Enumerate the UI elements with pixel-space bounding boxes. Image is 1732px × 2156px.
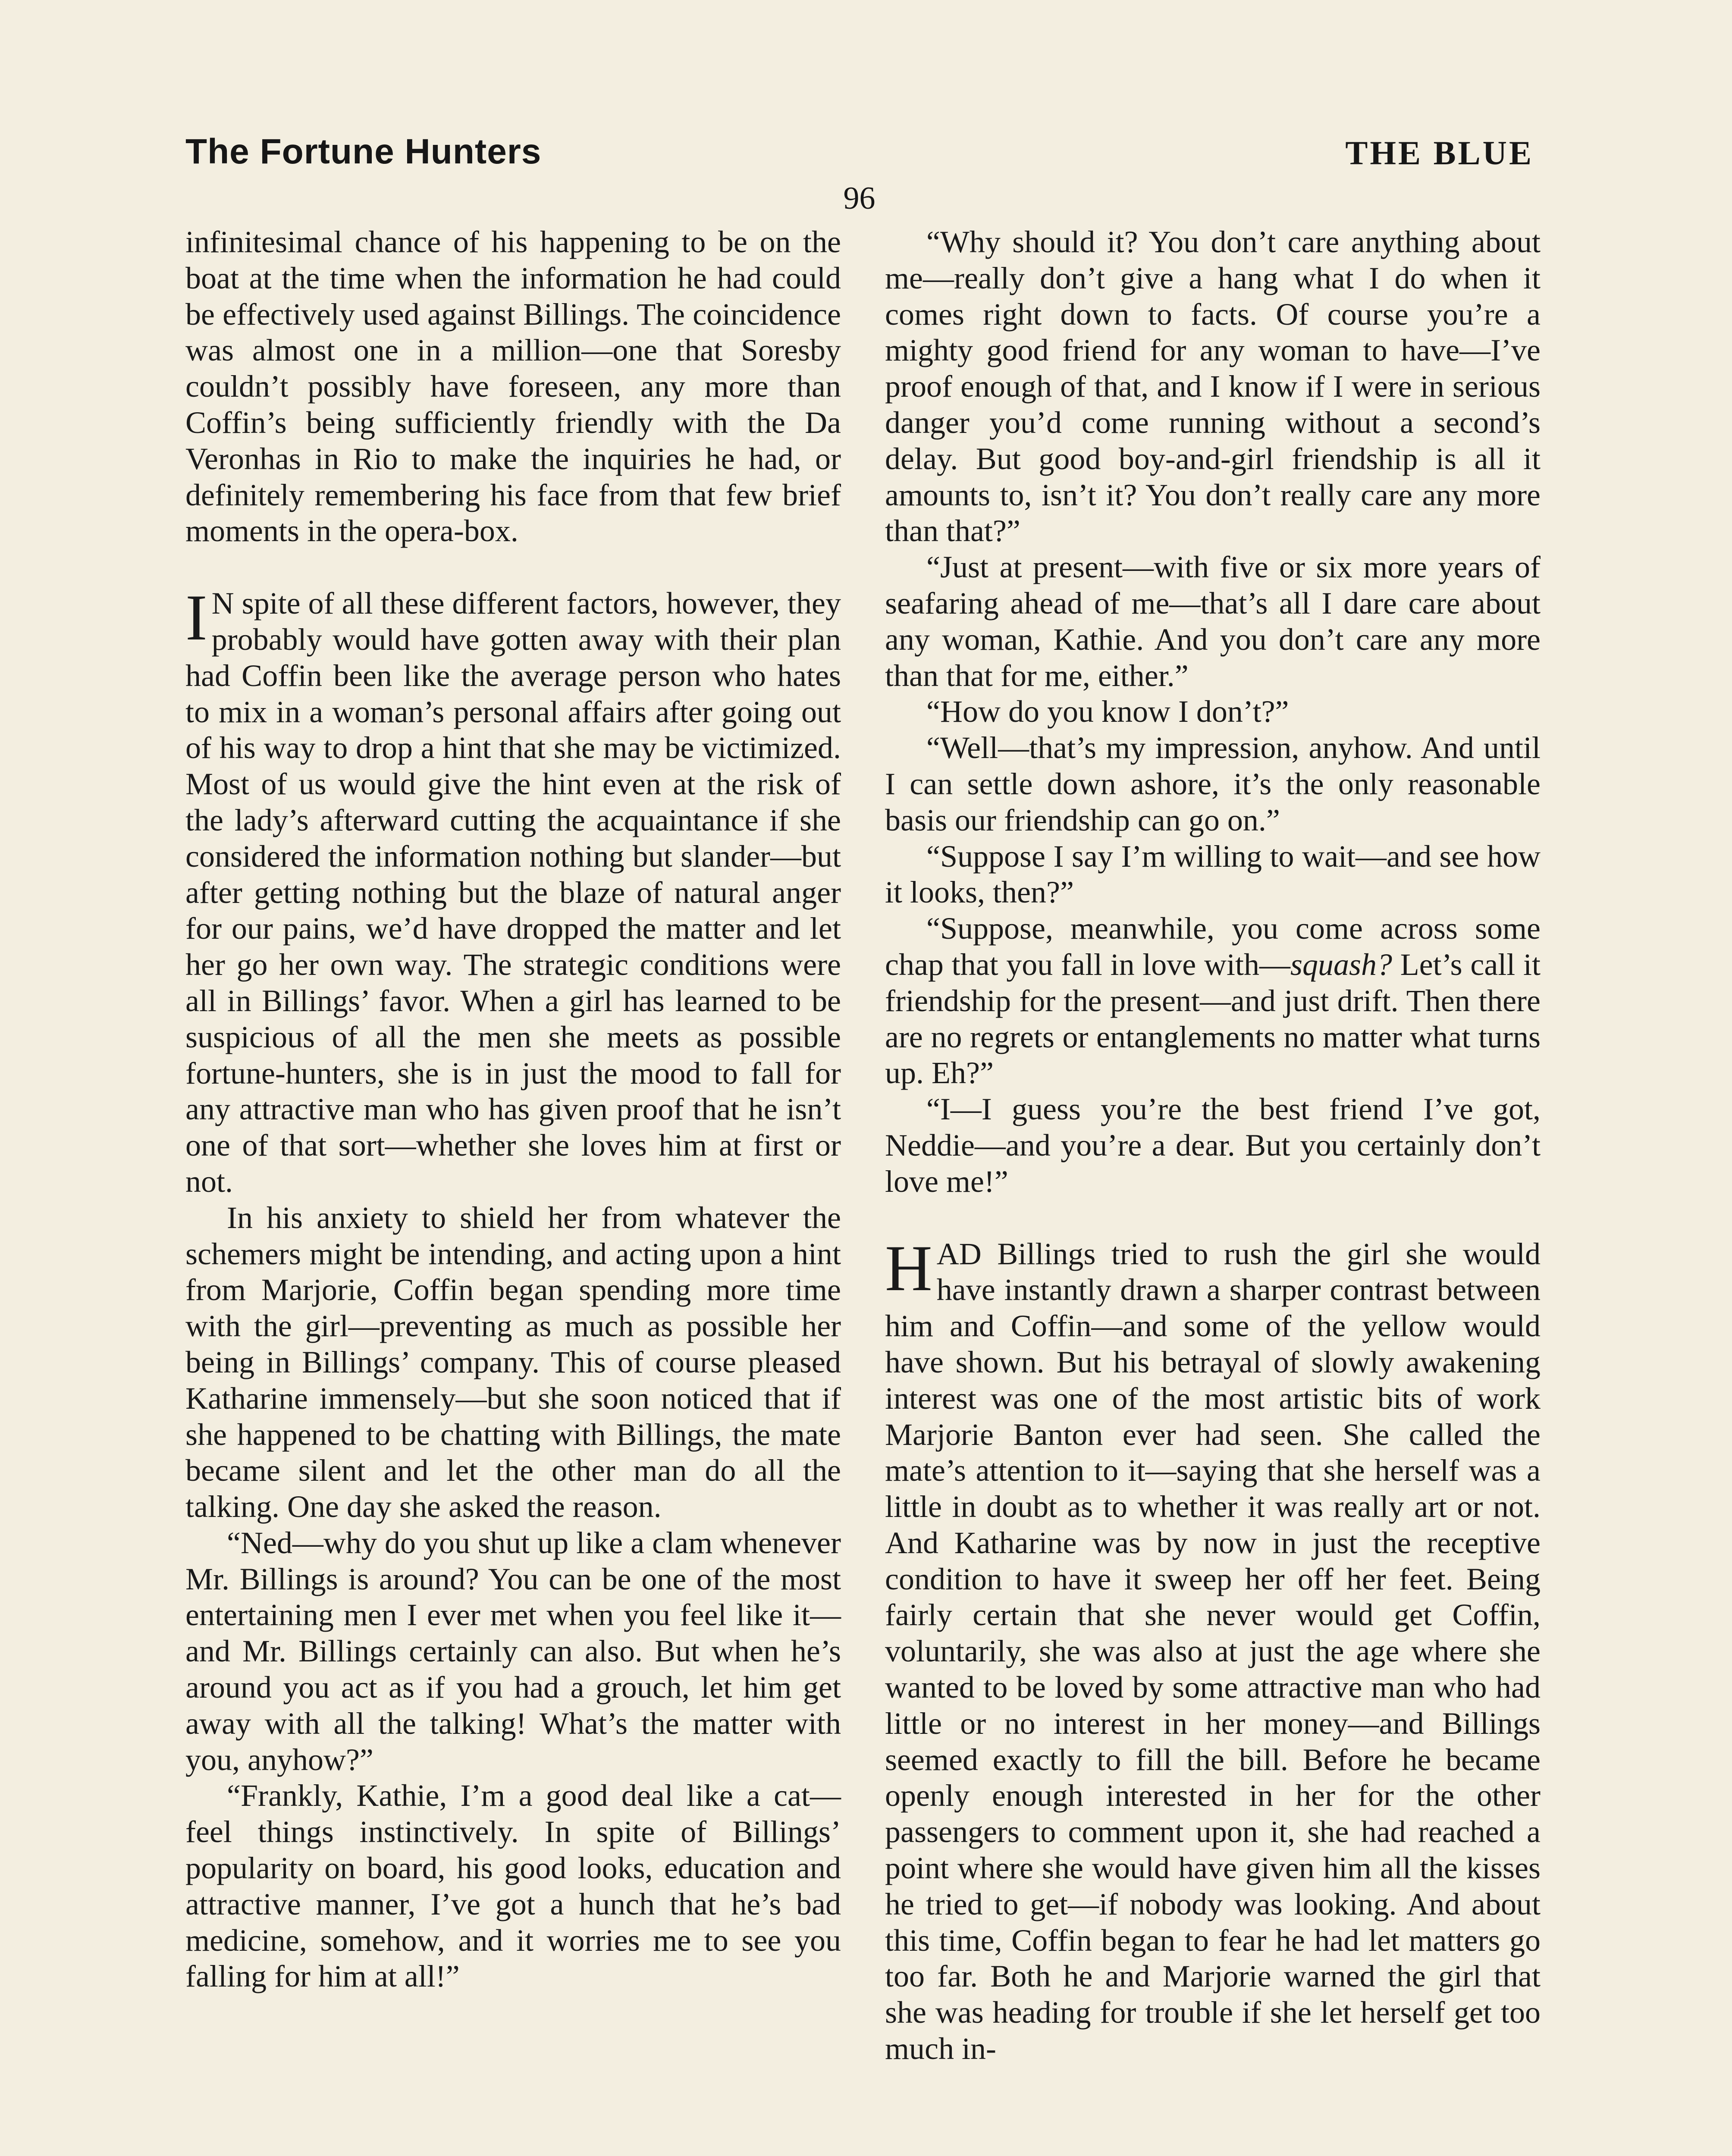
paragraph-text: spite of all these different factors, however, they probably would have gotten away with their plan had Coffin been like the average person who hates to mix in a woman’s personal affairs after going out of his way to drop a hint that she may be victimized. Most of us would give the hint even at the risk of the lady’s afterward cutting the acquaintance if she considered the information nothing but slander—but after getting nothing but the blaze of natural anger for our pains, we’d have dropped the matter and let her go her own way. The strategic conditions were all in Billings’ favor. When a girl has learned to be suspicious of all the men she meets as possible fortune-hunters, she is in just the mood to fall for any attractive man who has given proof that he isn’t one of that sort—whether she loves him at first or not. xyxy=(185,586,841,1199)
lead-letters: AD xyxy=(936,1236,982,1271)
lead-letters: N xyxy=(211,586,234,621)
page-number: 96 xyxy=(843,181,875,216)
paragraph: “Ned—why do you shut up like a clam whenever Mr. Billings is around? You can be one of the most entertaining men I ever met when you feel like it—and Mr. Billings certainly can also. But when he’s around you act as if you had a grouch, let him get away with all the talking! What’s the matter with you, anyhow?” xyxy=(185,1525,841,1777)
paragraph: “Well—that’s my impression, anyhow. And until I can settle down ashore, it’s the only reasonable basis our friendship can go on.” xyxy=(885,730,1541,837)
paragraph: infinitesimal chance of his happening to be on the boat at the time when the information he had could be effectively used against Billings. The coincidence was almost one in a million—one that Soresby couldn’t possibly have foreseen, any more than Coffin’s being sufficiently friendly with the Da Veronhas in Rio to make the inquiries he had, or definitely remembering his face from that few brief moments in the opera-box. xyxy=(185,225,841,548)
paragraph-text: “Suppose, meanwhile, you come across some chap that you fall in love with— xyxy=(885,911,1541,982)
paragraph: “I—I guess you’re the best friend I’ve got, Neddie—and you’re a dear. But you certainly don’t love me!” xyxy=(885,1092,1541,1199)
paragraph: In his anxiety to shield her from whatever the schemers might be intending, and acting upon a hint from Marjorie, Coffin began spending more time with the girl—preventing as much as possible her being in Billings’ company. This of course pleased Katharine immensely—but she soon noticed that if she happened to be chatting with Billings, the mate became silent and let the other man do all the talking. One day she asked the reason. xyxy=(185,1200,841,1524)
paragraph xyxy=(885,911,1541,1091)
left-column xyxy=(185,224,841,1995)
paragraph-text: Let’s call it friendship for the present—and just drift. Then there are no regrets or entanglements no matter what turns up. Eh?” xyxy=(885,947,1541,1091)
section-paragraph xyxy=(885,1232,1541,2067)
paragraph-text: Billings tried to rush the girl she would have instantly drawn a sharper contrast between him and Coffin—and some of the yellow would have shown. But his betrayal of slowly awakening interest was one of the most artistic bits of work Marjorie Banton ever had seen. She called the mate’s attention to it—saying that she herself was a little in doubt as to whether it was really art or not. And Katharine was by now in just the receptive condition to have it sweep her off her feet. Being fairly certain that she never would get Coffin, voluntarily, she was also at just the age where she wanted to be loved by some attractive man who had little or no interest in her money—and Billings seemed exactly to fill the bill. Before he became openly enough interested in her for the other passengers to comment upon it, she had reached a point where she would have given him all the kisses he tried to get—if nobody was looking. And about this time, Coffin began to fear he had let matters go too far. Both he and Marjorie warned the girl that she was heading for trouble if she let herself get too much in- xyxy=(885,1236,1541,2066)
right-column xyxy=(885,224,1541,2067)
paragraph: “Suppose I say I’m willing to wait—and see how it looks, then?” xyxy=(885,839,1541,910)
paragraph: “Why should it? You don’t care anything about me—really don’t give a hang what I do when it comes right down to facts. Of course you’re a mighty good friend for any woman to have—I’ve proof enough of that, and I know if I were in serious danger you’d come running without a second’s delay. But good boy-and-girl friendship is all it amounts to, isn’t it? You don’t really care any more than that?” xyxy=(885,225,1541,548)
paragraph: “Just at present—with five or six more years of seafaring ahead of me—that’s all I dare care about any woman, Kathie. And you don’t care any more than that for me, either.” xyxy=(885,550,1541,693)
magazine-title: THE BLUE xyxy=(1345,134,1534,172)
paragraph: “How do you know I don’t?” xyxy=(926,694,1289,729)
paragraph: “Frankly, Kathie, I’m a good deal like a cat—feel things instinctively. In spite of Billings’ popularity on board, his good looks, education and attractive manner, I’ve got a hunch that he’s bad medicine, somehow, and it worries me to see you falling for him at all!” xyxy=(185,1778,841,1994)
running-title: The Fortune Hunters xyxy=(185,132,542,171)
drop-cap: H xyxy=(885,1232,932,1304)
drop-cap: I xyxy=(185,581,207,654)
section-paragraph xyxy=(185,581,841,1200)
italic-word: squash? xyxy=(1290,947,1393,982)
